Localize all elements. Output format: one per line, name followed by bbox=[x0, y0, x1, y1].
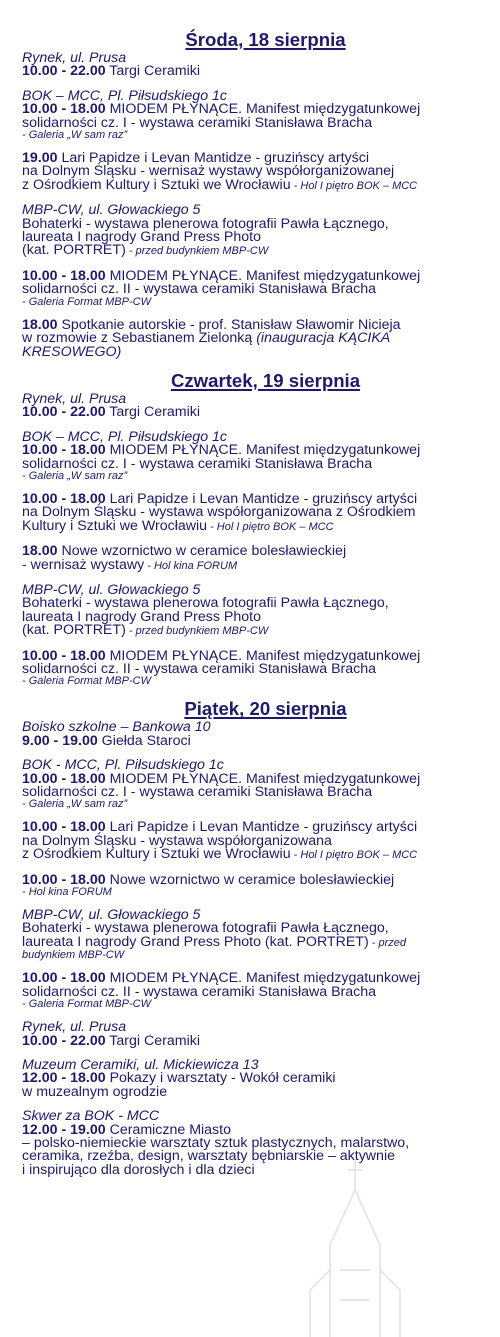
event-venue-note: - Galeria Format MBP-CW bbox=[22, 675, 151, 688]
event-venue-note: - Hol kina FORUM bbox=[144, 559, 238, 572]
event-entry bbox=[22, 759, 487, 810]
day-entries bbox=[22, 52, 487, 359]
event-venue-note: - przed budynkiem MBP-CW bbox=[125, 625, 269, 638]
event-text: Bohaterki - wystawa plenerowa fotografii Pawła Łącznego, bbox=[22, 595, 389, 612]
event-location: Rynek, ul. Prusa bbox=[22, 1019, 127, 1036]
event-location: MBP-CW, ul. Głowackiego 5 bbox=[22, 581, 201, 598]
event-text: MIODEM PŁYNĄCE. Manifest międzygatunkowej bbox=[105, 101, 421, 118]
event-text: Nowe wzornictwo w ceramice bolesławieckiej bbox=[105, 871, 395, 888]
event-location: Muzeum Ceramiki, ul. Mickiewicza 13 bbox=[22, 1056, 259, 1073]
event-line bbox=[22, 556, 487, 573]
event-location: BOK - MCC, Pl. Piłsudskiego 1c bbox=[22, 757, 224, 774]
event-line bbox=[22, 786, 487, 799]
event-italic-text: KRESOWEGO) bbox=[22, 343, 122, 360]
event-text: Nowe wzornictwo w ceramice bolesławieckiej bbox=[57, 543, 347, 560]
event-text: - wernisaż wystawy bbox=[22, 556, 145, 573]
event-text: ceramika, rzeźba, design, warsztaty bębniarskie – aktywnie bbox=[22, 1148, 395, 1165]
event-line bbox=[22, 933, 487, 950]
event-line bbox=[22, 1032, 487, 1049]
event-text: Pokazy i warsztaty - Wokół ceramiki bbox=[105, 1070, 336, 1087]
event-text: Targi Ceramiki bbox=[105, 1032, 200, 1049]
event-line bbox=[22, 624, 487, 638]
event-venue-note: - przed bbox=[368, 936, 406, 949]
event-text: MIODEM PŁYNĄCE. Manifest międzygatunkowej bbox=[105, 770, 421, 787]
event-line bbox=[22, 517, 487, 534]
day-title: Czwartek, 19 sierpnia bbox=[170, 369, 361, 391]
event-line bbox=[22, 130, 487, 141]
event-line bbox=[22, 663, 487, 676]
event-text: Kultury i Sztuki we Wrocławiu bbox=[22, 517, 208, 534]
event-schedule bbox=[22, 30, 487, 1177]
event-line bbox=[22, 65, 487, 78]
event-text: solidarności cz. I - wystawa ceramiki Stanisława Bracha bbox=[22, 784, 373, 801]
event-text: na Dolnym Śląsku - wystawa współorganizowana bbox=[22, 832, 332, 849]
event-venue-note: - Hol I piętro BOK – MCC bbox=[207, 520, 334, 533]
event-italic-text: (inauguracja KĄCIKA bbox=[256, 330, 391, 347]
day-section bbox=[22, 30, 487, 359]
event-time: 10.00 - 18.00 bbox=[22, 770, 106, 787]
event-time: 10.00 - 22.00 bbox=[22, 1032, 106, 1049]
event-entry bbox=[22, 1110, 487, 1177]
event-text: – polsko-niemieckie warsztaty sztuk plastycznych, malarstwo, bbox=[22, 1134, 410, 1151]
event-line bbox=[22, 1083, 487, 1100]
event-entry bbox=[22, 721, 487, 748]
event-entry bbox=[22, 52, 487, 79]
event-line bbox=[22, 887, 487, 898]
event-time: 10.00 - 18.00 bbox=[22, 970, 106, 987]
event-line bbox=[22, 406, 487, 419]
event-location: MBP-CW, ul. Głowackiego 5 bbox=[22, 907, 201, 924]
event-text: solidarności cz. II - wystawa ceramiki Stanisława Bracha bbox=[22, 281, 377, 298]
event-location: MBP-CW, ul. Głowackiego 5 bbox=[22, 202, 201, 219]
event-text: Lari Papidze i Levan Mantidze - gruzińscy artyści bbox=[105, 819, 418, 836]
day-entries bbox=[22, 390, 487, 688]
event-line bbox=[22, 871, 487, 888]
event-time: 19.00 bbox=[22, 150, 58, 167]
event-text: MIODEM PŁYNĄCE. Manifest międzygatunkowej bbox=[105, 442, 421, 459]
day-section bbox=[22, 699, 487, 1177]
event-text: Targi Ceramiki bbox=[105, 404, 200, 421]
event-entry bbox=[22, 581, 487, 639]
event-venue-note: - Galeria Format MBP-CW bbox=[22, 998, 151, 1011]
event-line bbox=[22, 176, 487, 193]
event-text: Ceramiczne Miasto bbox=[105, 1121, 231, 1138]
event-venue-note: - Galeria Format MBP-CW bbox=[22, 295, 151, 308]
event-text: z Ośrodkiem Kultury i Sztuki we Wrocławiu bbox=[22, 176, 291, 193]
event-venue-note: - Galeria „W sam raz” bbox=[22, 469, 128, 482]
event-location: Boisko szkolne – Bankowa 10 bbox=[22, 719, 211, 736]
event-entry bbox=[22, 490, 487, 534]
event-text: Lari Papidze i Levan Mantidze - gruzińscy artyści bbox=[57, 150, 369, 167]
event-time: 12.00 - 18.00 bbox=[22, 1070, 106, 1087]
event-line bbox=[22, 244, 487, 258]
event-line bbox=[22, 950, 487, 961]
event-text: z Ośrodkiem Kultury i Sztuki we Wrocławiu bbox=[22, 846, 291, 863]
church-watermark-icon bbox=[300, 1150, 410, 1337]
event-text: Targi Ceramiki bbox=[105, 63, 200, 80]
event-line bbox=[22, 848, 487, 862]
event-location: Skwer za BOK - MCC bbox=[22, 1108, 160, 1125]
event-venue-note: budynkiem MBP-CW bbox=[22, 949, 125, 962]
event-time: 10.00 - 18.00 bbox=[22, 819, 106, 836]
event-entry bbox=[22, 204, 487, 259]
day-section bbox=[22, 371, 487, 688]
event-venue-note: - Hol I piętro BOK – MCC bbox=[290, 849, 418, 862]
event-location: BOK – MCC, Pl. Piłsudskiego 1c bbox=[22, 428, 228, 445]
event-text: Bohaterki - wystawa plenerowa fotografii Pawła Łącznego, bbox=[22, 215, 389, 232]
event-time: 10.00 - 18.00 bbox=[22, 101, 106, 118]
event-location: BOK – MCC, Pl. Piłsudskiego 1c bbox=[22, 87, 228, 104]
event-text: w muzealnym ogrodzie bbox=[22, 1083, 168, 1100]
event-line bbox=[22, 732, 487, 749]
event-entry bbox=[22, 545, 487, 573]
event-entry bbox=[22, 909, 487, 961]
day-title: Piątek, 20 sierpnia bbox=[184, 698, 347, 720]
event-text: (kat. PORTRET) bbox=[22, 242, 126, 259]
event-text: laureata I nagrody Grand Press Photo (kat. PORTRET) bbox=[22, 933, 369, 950]
event-time: 18.00 bbox=[22, 543, 58, 560]
event-location: Rynek, ul. Prusa bbox=[22, 50, 127, 66]
event-entry bbox=[22, 316, 487, 360]
event-line bbox=[22, 283, 487, 296]
event-entry bbox=[22, 821, 487, 862]
event-line bbox=[22, 297, 487, 308]
event-entry bbox=[22, 267, 487, 308]
event-time: 9.00 - 19.00 bbox=[22, 732, 98, 749]
day-title: Środa, 18 sierpnia bbox=[185, 29, 346, 50]
event-time: 10.00 - 18.00 bbox=[22, 490, 106, 507]
event-entry bbox=[22, 152, 487, 193]
event-venue-note: - Galeria „W sam raz” bbox=[22, 798, 128, 811]
event-text: Lari Papidze i Levan Mantidze - gruzińscy artyści bbox=[105, 490, 418, 507]
event-text: laureata I nagrody Grand Press Photo bbox=[22, 608, 261, 625]
event-time: 10.00 - 18.00 bbox=[22, 871, 106, 888]
event-time: 18.00 bbox=[22, 316, 58, 333]
event-line bbox=[22, 471, 487, 482]
event-text: Spotkanie autorskie - prof. Stanisław Sławomir Nicieja bbox=[57, 316, 401, 333]
event-text: na Dolnym Śląsku - wystawa współorganizowana z Ośrodkiem bbox=[22, 504, 416, 521]
event-line bbox=[22, 343, 487, 360]
event-venue-note: - Hol kina FORUM bbox=[22, 886, 112, 899]
event-time: 10.00 - 22.00 bbox=[22, 63, 106, 80]
event-entry bbox=[22, 871, 487, 899]
event-venue-note: - Hol I piętro BOK – MCC bbox=[290, 179, 418, 192]
event-line bbox=[22, 1161, 487, 1178]
event-entry bbox=[22, 647, 487, 688]
event-text: MIODEM PŁYNĄCE. Manifest międzygatunkowej bbox=[105, 970, 421, 987]
event-time: 10.00 - 18.00 bbox=[22, 647, 106, 664]
event-time: 10.00 - 22.00 bbox=[22, 404, 106, 421]
event-text: MIODEM PŁYNĄCE. Manifest międzygatunkowej bbox=[105, 647, 421, 664]
event-entry bbox=[22, 428, 487, 482]
event-line bbox=[22, 455, 487, 472]
event-text: solidarności cz. I - wystawa ceramiki Stanisława Bracha bbox=[22, 455, 373, 472]
event-time: 10.00 - 18.00 bbox=[22, 442, 106, 459]
event-entry bbox=[22, 1056, 487, 1100]
event-entry bbox=[22, 87, 487, 142]
event-entry bbox=[22, 1021, 487, 1048]
event-time: 12.00 - 19.00 bbox=[22, 1121, 106, 1138]
event-line bbox=[22, 999, 487, 1010]
event-text: solidarności cz. II - wystawa ceramiki Stanisława Bracha bbox=[22, 983, 377, 1000]
event-text: na Dolnym Śląsku - wernisaż wystawy współorganizowanej bbox=[22, 163, 395, 180]
event-venue-note: - Galeria „W sam raz” bbox=[22, 129, 128, 142]
event-line bbox=[22, 983, 487, 1000]
event-venue-note: - przed budynkiem MBP-CW bbox=[125, 245, 269, 258]
event-text: solidarności cz. I - wystawa ceramiki Stanisława Bracha bbox=[22, 114, 373, 131]
event-entry bbox=[22, 390, 487, 421]
event-time: 10.00 - 18.00 bbox=[22, 267, 106, 284]
event-text: solidarności cz. II - wystawa ceramiki Stanisława Bracha bbox=[22, 661, 377, 677]
event-line bbox=[22, 114, 487, 131]
day-entries bbox=[22, 721, 487, 1177]
event-text: Bohaterki - wystawa plenerowa fotografii Pawła Łącznego, bbox=[22, 920, 389, 937]
event-text: Giełda Staroci bbox=[97, 732, 191, 749]
event-text: (kat. PORTRET) bbox=[22, 622, 126, 639]
event-location: Rynek, ul. Prusa bbox=[22, 390, 127, 407]
event-line bbox=[22, 799, 487, 810]
event-entry bbox=[22, 972, 487, 1010]
event-text: i inspirująco dla dorosłych i dla dzieci bbox=[22, 1161, 255, 1178]
event-text: laureata I nagrody Grand Press Photo bbox=[22, 229, 261, 246]
event-text: MIODEM PŁYNĄCE. Manifest międzygatunkowej bbox=[105, 267, 421, 284]
event-line bbox=[22, 676, 487, 687]
event-text: w rozmowie z Sebastianem Zielonką bbox=[22, 330, 257, 347]
